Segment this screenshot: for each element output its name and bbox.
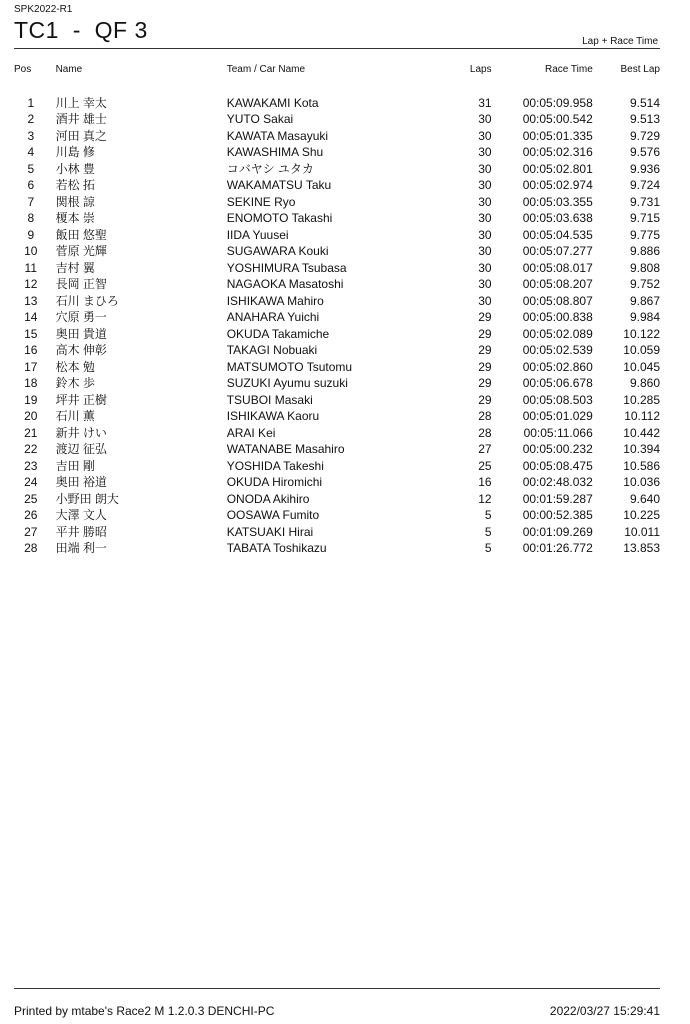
cell-pos: 15 (24, 326, 38, 341)
table-row (14, 392, 660, 409)
cell-best-lap: 9.715 (629, 211, 660, 226)
cell-best-lap: 9.576 (629, 145, 660, 160)
cell-pos: 24 (24, 475, 38, 490)
cell-laps: 30 (478, 161, 492, 176)
footer-timestamp: 2022/03/27 15:29:41 (549, 1004, 660, 1018)
report-type: Lap + Race Time (582, 36, 658, 47)
table-row (14, 210, 660, 227)
column-header-race-time: Race Time (544, 63, 593, 75)
cell-best-lap: 10.285 (623, 392, 660, 407)
column-header-pos: Pos (14, 63, 32, 75)
cell-team: KAWAKAMI Kota (226, 95, 319, 110)
cell-pos: 11 (24, 260, 38, 275)
cell-race-time: 00:01:26.772 (522, 541, 593, 556)
cell-name: 川上 幸太 (55, 95, 107, 110)
cell-pos: 18 (24, 376, 38, 391)
bottom-rule (14, 988, 660, 989)
cell-laps: 5 (484, 508, 492, 523)
cell-name: 小野田 朗大 (55, 491, 119, 506)
cell-laps: 5 (484, 524, 492, 539)
table-row (14, 342, 660, 359)
cell-pos: 1 (27, 95, 35, 110)
cell-team: WAKAMATSU Taku (226, 178, 332, 193)
cell-best-lap: 10.394 (623, 442, 660, 457)
table-row (14, 194, 660, 211)
cell-best-lap: 9.729 (629, 128, 660, 143)
cell-laps: 31 (478, 95, 492, 110)
cell-name: 若松 拓 (55, 178, 95, 193)
table-row (14, 227, 660, 244)
cell-pos: 9 (27, 227, 35, 242)
cell-race-time: 00:05:02.539 (522, 343, 593, 358)
cell-pos: 16 (24, 343, 38, 358)
cell-team: ONODA Akihiro (226, 491, 310, 506)
cell-name: 酒井 雄士 (55, 112, 107, 127)
column-header-laps: Laps (469, 63, 492, 75)
cell-pos: 7 (27, 194, 35, 209)
cell-team: コバヤシ ユタカ (226, 161, 314, 176)
cell-best-lap: 10.036 (623, 475, 660, 490)
cell-laps: 29 (478, 326, 492, 341)
cell-laps: 30 (478, 293, 492, 308)
cell-laps: 30 (478, 178, 492, 193)
cell-race-time: 00:05:03.638 (522, 211, 593, 226)
cell-name: 榎本 崇 (55, 211, 95, 226)
cell-race-time: 00:05:00.838 (522, 310, 593, 325)
cell-team: YOSHIMURA Tsubasa (226, 260, 347, 275)
cell-best-lap: 9.808 (629, 260, 660, 275)
cell-laps: 29 (478, 359, 492, 374)
cell-best-lap: 10.122 (623, 326, 660, 341)
cell-laps: 30 (478, 244, 492, 259)
table-row (14, 177, 660, 194)
cell-race-time: 00:05:07.277 (522, 244, 593, 259)
event-code: SPK2022-R1 (14, 4, 73, 15)
cell-race-time: 00:05:08.017 (522, 260, 593, 275)
cell-race-time: 00:05:04.535 (522, 227, 593, 242)
table-row (14, 458, 660, 475)
cell-laps: 25 (478, 458, 492, 473)
cell-best-lap: 10.442 (623, 425, 660, 440)
cell-pos: 25 (24, 491, 38, 506)
cell-team: NAGAOKA Masatoshi (226, 277, 344, 292)
cell-race-time: 00:05:08.503 (522, 392, 593, 407)
table-row (14, 95, 660, 112)
cell-pos: 14 (24, 310, 38, 325)
cell-pos: 23 (24, 458, 38, 473)
page-title: TC1 - QF 3 (14, 17, 148, 43)
column-header-best-lap: Best Lap (620, 63, 660, 75)
cell-race-time: 00:05:00.542 (522, 112, 593, 127)
cell-race-time: 00:05:02.316 (522, 145, 593, 160)
table-row (14, 408, 660, 425)
cell-name: 大澤 文人 (55, 508, 107, 523)
cell-race-time: 00:05:09.958 (522, 95, 593, 110)
table-row (14, 111, 660, 128)
cell-name: 奥田 貴道 (55, 326, 107, 341)
cell-name: 吉村 翼 (55, 260, 95, 275)
cell-best-lap: 9.860 (629, 376, 660, 391)
cell-pos: 21 (24, 425, 38, 440)
cell-name: 関根 諒 (55, 194, 95, 209)
cell-name: 田端 利一 (55, 541, 107, 556)
cell-best-lap: 10.045 (623, 359, 660, 374)
cell-best-lap: 13.853 (623, 541, 660, 556)
cell-laps: 28 (478, 409, 492, 424)
table-row (14, 128, 660, 145)
cell-laps: 30 (478, 227, 492, 242)
cell-best-lap: 10.112 (624, 409, 660, 424)
cell-name: 石川 薫 (55, 409, 95, 424)
cell-race-time: 00:05:11.066 (523, 425, 593, 440)
cell-team: ISHIKAWA Mahiro (226, 293, 324, 308)
cell-best-lap: 9.984 (629, 310, 660, 325)
cell-laps: 29 (478, 343, 492, 358)
table-row (14, 276, 660, 293)
top-rule (14, 48, 660, 49)
cell-team: SEKINE Ryo (226, 194, 296, 209)
cell-best-lap: 9.752 (629, 277, 660, 292)
cell-team: OOSAWA Fumito (226, 508, 320, 523)
cell-name: 飯田 悠聖 (55, 227, 107, 242)
cell-laps: 12 (478, 491, 492, 506)
cell-pos: 12 (24, 277, 38, 292)
table-row (14, 474, 660, 491)
cell-name: 鈴木 歩 (55, 376, 95, 391)
footer-printed-by: Printed by mtabe's Race2 M 1.2.0.3 DENCHI-PC (14, 1004, 275, 1018)
cell-race-time: 00:02:48.032 (522, 475, 593, 490)
cell-laps: 29 (478, 310, 492, 325)
cell-pos: 5 (27, 161, 35, 176)
cell-laps: 16 (478, 475, 492, 490)
table-row (14, 260, 660, 277)
cell-pos: 22 (24, 442, 38, 457)
cell-team: TABATA Toshikazu (226, 541, 327, 556)
cell-pos: 3 (27, 128, 35, 143)
table-row (14, 161, 660, 178)
cell-pos: 19 (24, 392, 38, 407)
cell-best-lap: 9.514 (629, 95, 660, 110)
cell-laps: 30 (478, 194, 492, 209)
table-row (14, 491, 660, 508)
cell-name: 坪井 正樹 (55, 392, 107, 407)
cell-laps: 30 (478, 128, 492, 143)
cell-pos: 13 (24, 293, 38, 308)
cell-name: 小林 豊 (55, 161, 95, 176)
cell-pos: 27 (24, 524, 38, 539)
cell-team: SUGAWARA Kouki (226, 244, 329, 259)
cell-race-time: 00:05:08.807 (522, 293, 593, 308)
cell-best-lap: 9.936 (629, 161, 660, 176)
cell-laps: 30 (478, 145, 492, 160)
cell-race-time: 00:05:01.029 (522, 409, 593, 424)
cell-name: 松本 勉 (55, 359, 95, 374)
cell-team: ENOMOTO Takashi (226, 211, 333, 226)
cell-team: OKUDA Hiromichi (226, 475, 323, 490)
table-row (14, 507, 660, 524)
cell-race-time: 00:05:00.232 (522, 442, 593, 457)
cell-best-lap: 9.513 (629, 112, 660, 127)
cell-race-time: 00:05:02.974 (522, 178, 593, 193)
cell-team: OKUDA Takamiche (226, 326, 330, 341)
header-spacer (14, 78, 660, 95)
cell-team: MATSUMOTO Tsutomu (226, 359, 353, 374)
cell-pos: 17 (24, 359, 38, 374)
cell-name: 川島 修 (55, 145, 95, 160)
column-header-name: Name (55, 63, 83, 75)
cell-race-time: 00:05:02.089 (522, 326, 593, 341)
cell-best-lap: 9.775 (629, 227, 660, 242)
cell-team: WATANABE Masahiro (226, 442, 345, 457)
cell-race-time: 00:05:06.678 (522, 376, 593, 391)
cell-race-time: 00:00:52.385 (522, 508, 593, 523)
cell-team: KAWASHIMA Shu (226, 145, 324, 160)
cell-best-lap: 9.886 (629, 244, 660, 259)
cell-team: TSUBOI Masaki (226, 392, 313, 407)
table-row (14, 441, 660, 458)
cell-pos: 6 (27, 178, 35, 193)
cell-best-lap: 9.640 (629, 491, 660, 506)
cell-pos: 10 (24, 244, 38, 259)
cell-best-lap: 9.724 (629, 178, 660, 193)
cell-laps: 29 (478, 392, 492, 407)
cell-laps: 30 (478, 260, 492, 275)
cell-best-lap: 10.011 (624, 524, 660, 539)
table-row (14, 309, 660, 326)
cell-best-lap: 9.867 (629, 293, 660, 308)
cell-name: 河田 真之 (55, 128, 107, 143)
cell-pos: 4 (27, 145, 35, 160)
cell-team: ANAHARA Yuichi (226, 310, 320, 325)
table-row (14, 144, 660, 161)
cell-name: 高木 伸彰 (55, 343, 107, 358)
cell-laps: 5 (484, 541, 492, 556)
cell-name: 平井 勝昭 (55, 524, 107, 539)
cell-laps: 30 (478, 112, 492, 127)
cell-race-time: 00:05:08.207 (522, 277, 593, 292)
cell-best-lap: 10.225 (623, 508, 660, 523)
cell-best-lap: 10.059 (623, 343, 660, 358)
cell-team: TAKAGI Nobuaki (226, 343, 318, 358)
cell-race-time: 00:05:08.475 (522, 458, 593, 473)
cell-name: 石川 まひろ (55, 293, 119, 308)
cell-pos: 2 (27, 112, 35, 127)
cell-race-time: 00:05:02.860 (522, 359, 593, 374)
cell-team: KATSUAKI Hirai (226, 524, 314, 539)
cell-name: 奥田 裕道 (55, 475, 107, 490)
cell-race-time: 00:05:02.801 (522, 161, 593, 176)
cell-name: 渡辺 征弘 (55, 442, 107, 457)
results-body (14, 95, 660, 557)
table-row (14, 359, 660, 376)
cell-team: YUTO Sakai (226, 112, 294, 127)
cell-best-lap: 9.731 (629, 194, 660, 209)
cell-team: IIDA Yuusei (226, 227, 289, 242)
cell-pos: 26 (24, 508, 38, 523)
cell-name: 吉田 剛 (55, 458, 95, 473)
cell-laps: 28 (478, 425, 492, 440)
cell-race-time: 00:01:59.287 (522, 491, 593, 506)
table-row (14, 375, 660, 392)
cell-pos: 20 (24, 409, 38, 424)
cell-team: ARAI Kei (226, 425, 276, 440)
cell-race-time: 00:01:09.269 (522, 524, 593, 539)
cell-laps: 27 (478, 442, 492, 457)
cell-team: SUZUKI Ayumu suzuki (226, 376, 348, 391)
table-row (14, 243, 660, 260)
cell-race-time: 00:05:03.355 (522, 194, 593, 209)
cell-name: 菅原 光輝 (55, 244, 107, 259)
results-table (14, 60, 660, 557)
table-row (14, 540, 660, 557)
cell-name: 新井 けい (55, 425, 107, 440)
cell-race-time: 00:05:01.335 (522, 128, 593, 143)
table-row (14, 425, 660, 442)
table-row (14, 293, 660, 310)
cell-pos: 8 (27, 211, 35, 226)
table-header-row (14, 60, 660, 78)
column-header-team: Team / Car Name (226, 63, 306, 75)
cell-pos: 28 (24, 541, 38, 556)
cell-best-lap: 10.586 (623, 458, 660, 473)
table-row (14, 326, 660, 343)
cell-team: KAWATA Masayuki (226, 128, 329, 143)
cell-team: YOSHIDA Takeshi (226, 458, 324, 473)
cell-name: 穴原 勇一 (55, 310, 107, 325)
cell-laps: 29 (478, 376, 492, 391)
cell-laps: 30 (478, 211, 492, 226)
cell-name: 長岡 正智 (55, 277, 107, 292)
cell-laps: 30 (478, 277, 492, 292)
cell-team: ISHIKAWA Kaoru (226, 409, 320, 424)
table-row (14, 524, 660, 541)
